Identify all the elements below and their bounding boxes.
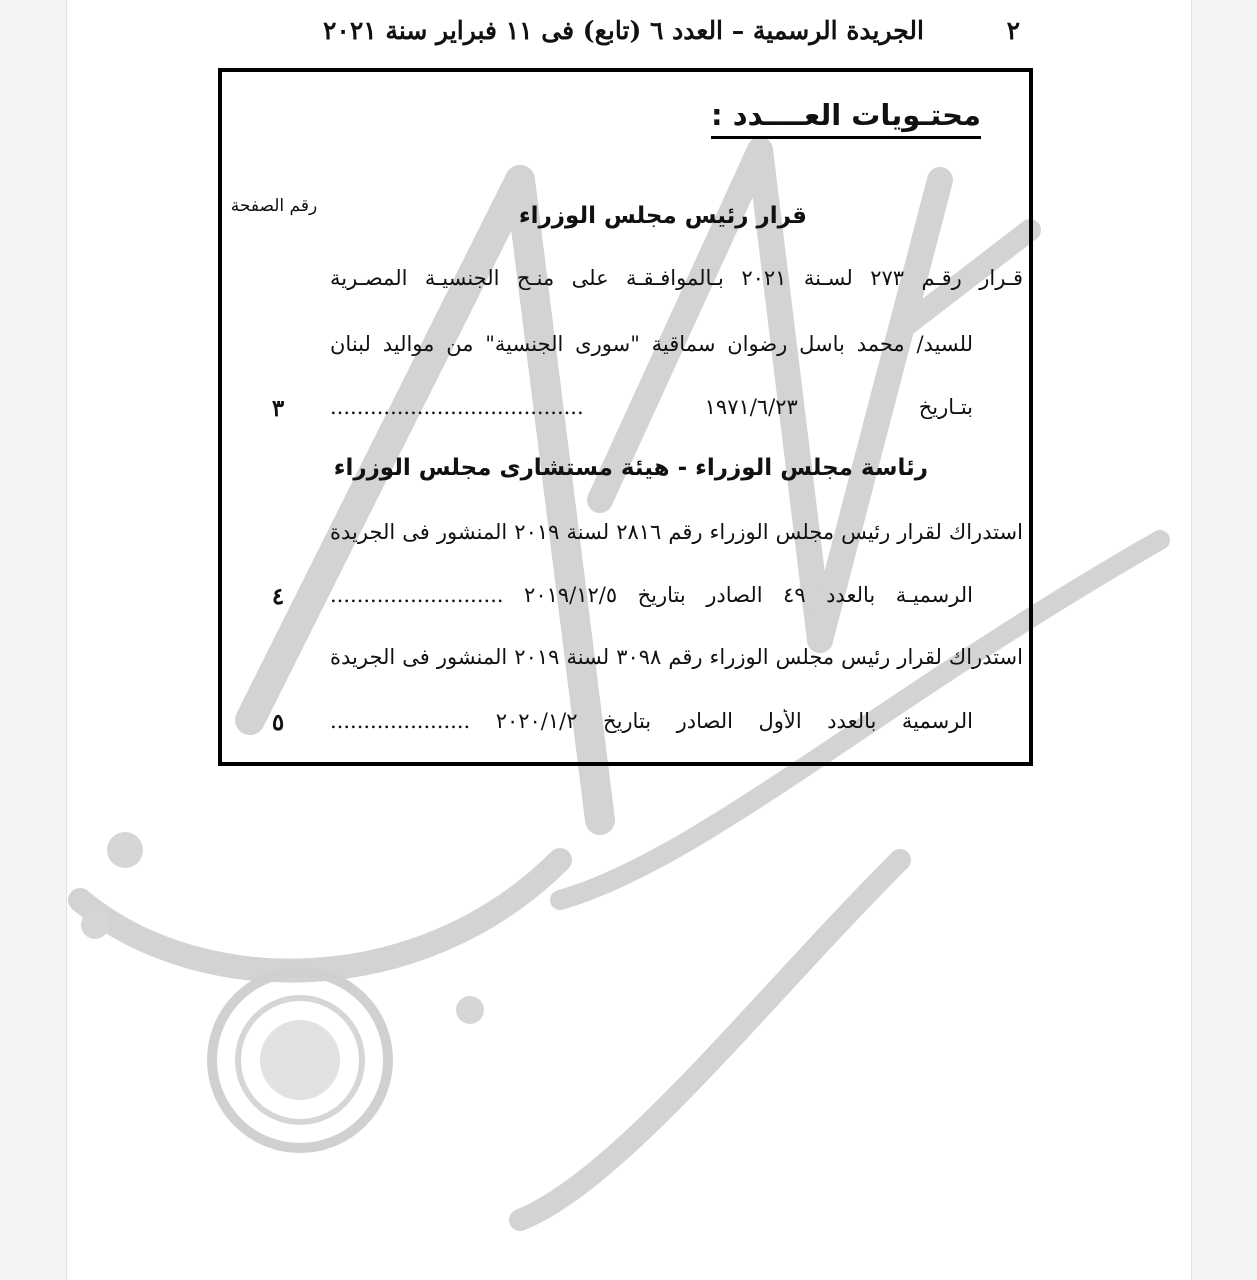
- section-heading: قرار رئيس مجلس الوزراء: [518, 203, 807, 229]
- page-header: [300, 14, 1020, 54]
- entry-line: الرسمية بالعدد الأول الصادر بتاريخ ٢٠٢٠/١/٢ .....................: [330, 709, 973, 733]
- entry-line: للسيد/ محمد باسل رضوان سماقية "سورى الجنسية" من مواليد لبنان: [330, 332, 973, 356]
- page-ref: ٥: [271, 709, 285, 736]
- entry-line: استدراك لقرار رئيس مجلس الوزراء رقم ٣٠٩٨ لسنة ٢٠١٩ المنشور فى الجريدة: [330, 645, 1023, 669]
- header-page-number: ٢: [1006, 16, 1020, 45]
- contents-title: محتـويات العــــدد :: [711, 98, 981, 139]
- entry-line: بتـاريخ ١٩٧١/٦/٢٣ ......................................: [330, 395, 973, 419]
- section-heading: رئاسة مجلس الوزراء - هيئة مستشارى مجلس الوزراء: [333, 455, 928, 481]
- entry-line: قـرار رقـم ٢٧٣ لسـنة ٢٠٢١ بـالموافـقـة على منـح الجنسيـة المصـرية: [330, 266, 1023, 290]
- page-ref: ٣: [271, 395, 285, 422]
- page-column-label: رقم الصفحة: [230, 196, 318, 216]
- page-ref: ٤: [271, 583, 285, 610]
- entry-line: استدراك لقرار رئيس مجلس الوزراء رقم ٢٨١٦ لسنة ٢٠١٩ المنشور فى الجريدة: [330, 520, 1023, 544]
- entry-line: الرسميـة بالعدد ٤٩ الصادر بتاريخ ٢٠١٩/١٢/٥ ..........................: [330, 583, 973, 607]
- header-title: الجريدة الرسمية – العدد ٦ (تابع) فى ١١ فبراير سنة ٢٠٢١: [323, 16, 924, 45]
